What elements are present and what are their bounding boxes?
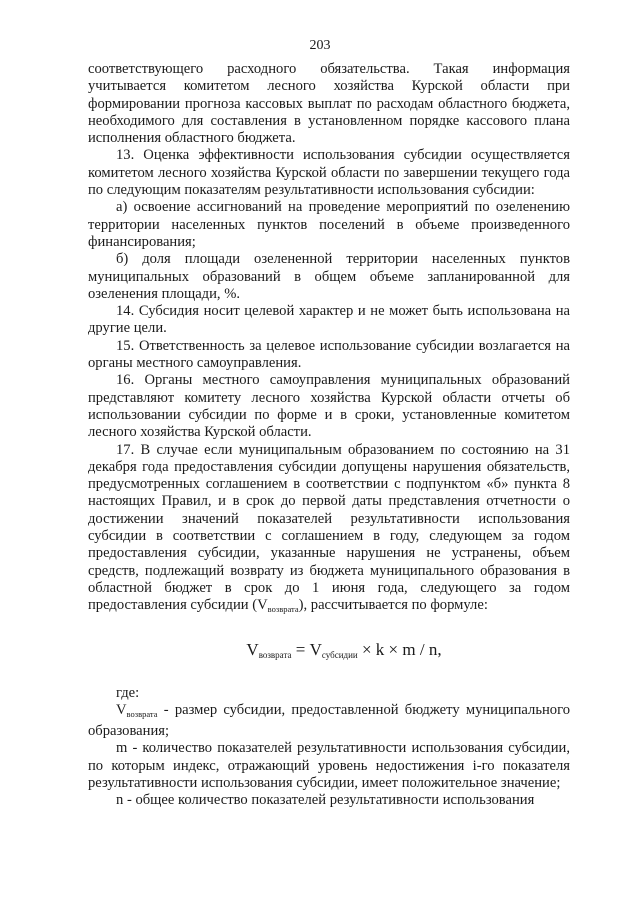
paragraph-13a: а) освоение ассигнований на проведение мероприятий по озеленению территории населенных пунктов поселений в объеме произведенного финансирования; [88,199,570,250]
definition-m: m - количество показателей результативности использования субсидии, по которым индекс, отражающий уровень недостижения i-го показателя результативности использования субсидии, имеет положительное значение; [88,740,570,791]
where-label: где: [116,684,140,701]
paragraph-17-subscript: возврата [267,604,299,615]
paragraph-14: 14. Субсидия носит целевой характер и не может быть использована на другие цели. [88,303,570,337]
paragraph-13b: б) доля площади озелененной территории населенных пунктов муниципальных образований в общем объеме запланированной для озеленения площади, %. [88,251,570,302]
paragraph-17-main: 17. В случае если муниципальным образованием по состоянию на 31 декабря года предоставления субсидии допущены нарушения обязательств, предусмотренных соглашением в соответствии с подпунктом «б» пункта 8 настоящих Правил, и в срок до первой даты представления отчетности о достижении значений показателей результативности использования субсидии в соответствии с соглашением в году, следующем за годом предоставления субсидии, указанные нарушения не устранены, объем средств, подлежащий возврату из бюджета муниципального образования в областной бюджет в срок до 1 июня года, следующего за годом предоставления субсидии (V [88,441,570,614]
formula-rhs-sub: субсидии [321,649,358,660]
document-body [88,61,570,810]
formula-rhs-symbol: V [309,639,322,659]
paragraph-17 [88,442,570,619]
paragraph-13: 13. Оценка эффективности использования субсидии осуществляется комитетом лесного хозяйства Курской области по завершении текущего года по следующим показателям результативности использования субсидии: [88,147,570,199]
paragraph-15: 15. Ответственность за целевое использование субсидии возлагается на органы местного самоуправления. [88,337,570,372]
refund-formula [88,621,570,679]
formula-lhs-symbol: V [246,639,259,659]
paragraph-continuation: соответствующего расходного обязательства. Такая информация учитывается комитетом лесного хозяйства Курской области при формировании прогноза кассовых выплат по расходам областного бюджета, необходимого для составления в установленном порядке кассового плана исполнения областного бюджета. [88,61,570,147]
definition-v-text: - размер субсидии, предоставленной бюджету муниципального образования; [88,701,570,740]
definition-n: n - общее количество показателей результативности использования [116,792,535,809]
definition-v-subscript: возврата [126,708,158,719]
paragraph-17-tail: ), рассчитывается по формуле: [298,597,488,614]
paragraph-16: 16. Органы местного самоуправления муниципальных образований представляют комитету лесного хозяйства Курской области отчеты об использовании субсидии по форме и в сроки, установленные комитетом лесного хозяйства Курской области. [88,372,570,441]
formula-lhs-sub: возврата [258,649,292,660]
page-number: 203 [309,38,331,53]
definition-v: $V_{возврата}$ - размер субсидии, предоставленной бюджету муниципального образования; [88,701,570,740]
formula-equals: = [291,639,310,659]
formula-rest: × k × m / n, [357,639,442,659]
